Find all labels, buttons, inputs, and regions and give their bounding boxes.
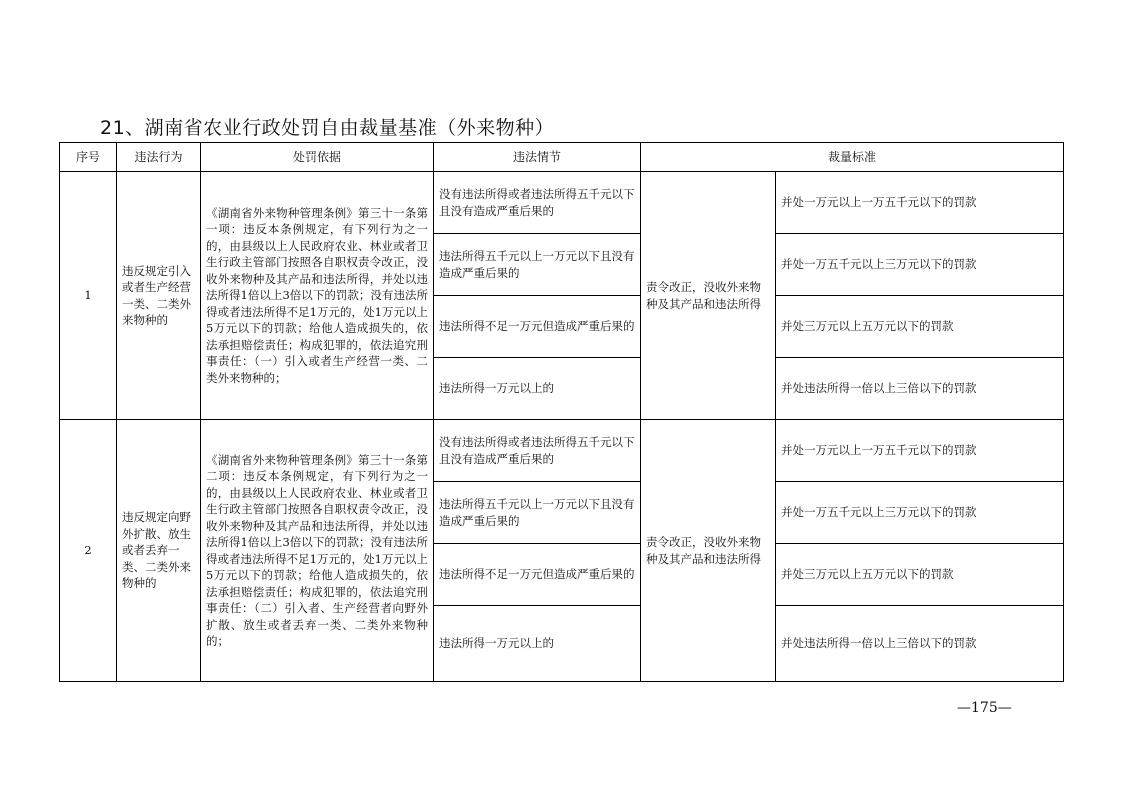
row-circumstance: 没有违法所得或者违法所得五千元以下且没有造成严重后果的 (434, 420, 641, 482)
header-seq: 序号 (60, 143, 117, 172)
row-circumstance: 违法所得五千元以上一万元以下且没有造成严重后果的 (434, 482, 641, 544)
row-circumstance: 违法所得不足一万元但造成严重后果的 (434, 544, 641, 606)
row-penalty: 并处违法所得一倍以上三倍以下的罚款 (776, 358, 1064, 420)
row-penalty: 并处三万元以上五万元以下的罚款 (776, 296, 1064, 358)
header-basis: 处罚依据 (201, 143, 434, 172)
row-circumstance: 违法所得一万元以上的 (434, 358, 641, 420)
row-circumstance: 违法所得五千元以上一万元以下且没有造成严重后果的 (434, 234, 641, 296)
row-act: 违反规定引入或者生产经营一类、二类外来物种的 (117, 172, 201, 420)
header-standard: 裁量标准 (641, 143, 1064, 172)
row-seq: 2 (60, 420, 117, 682)
row-common-measure: 责令改正，没收外来物种及其产品和违法所得 (641, 172, 776, 420)
row-seq: 1 (60, 172, 117, 420)
page-title: 21、湖南省农业行政处罚自由裁量基准（外来物种） (100, 117, 555, 139)
table-row (60, 420, 1064, 482)
row-circumstance: 违法所得不足一万元但造成严重后果的 (434, 296, 641, 358)
table-header-row (60, 143, 1064, 172)
row-common-measure: 责令改正，没收外来物种及其产品和违法所得 (641, 420, 776, 682)
header-circumstance: 违法情节 (434, 143, 641, 172)
header-act: 违法行为 (117, 143, 201, 172)
row-penalty: 并处违法所得一倍以上三倍以下的罚款 (776, 606, 1064, 682)
table-row (60, 172, 1064, 234)
row-penalty: 并处三万元以上五万元以下的罚款 (776, 544, 1064, 606)
row-basis: 《湖南省外来物种管理条例》第三十一条第一项：违反本条例规定，有下列行为之一的，由县级以上人民政府农业、林业或者卫生行政主管部门按照各自职权责令改正，没收外来物种及其产品和违法所得，并处以违法所得1倍以上3倍以下的罚款；没有违法所得或者违法所得不足1万元的，处1万元以上5万元以下的罚款；给他人造成损失的，依法承担赔偿责任；构成犯罪的，依法追究刑事责任：（一）引入或者生产经营一类、二类外来物种的； (201, 172, 434, 420)
penalty-standard-table (59, 142, 1064, 682)
row-basis: 《湖南省外来物种管理条例》第三十一条第二项：违反本条例规定，有下列行为之一的，由县级以上人民政府农业、林业或者卫生行政主管部门按照各自职权责令改正，没收外来物种及其产品和违法所得，并处以违法所得1倍以上3倍以下的罚款；没有违法所得或者违法所得不足1万元的，处1万元以上5万元以下的罚款；给他人造成损失的，依法承担赔偿责任；构成犯罪的，依法追究刑事责任：（二）引入者、生产经营者向野外扩散、放生或者丢弃一类、二类外来物种的； (201, 420, 434, 682)
row-penalty: 并处一万五千元以上三万元以下的罚款 (776, 234, 1064, 296)
row-penalty: 并处一万元以上一万五千元以下的罚款 (776, 172, 1064, 234)
row-circumstance: 违法所得一万元以上的 (434, 606, 641, 682)
row-circumstance: 没有违法所得或者违法所得五千元以下且没有造成严重后果的 (434, 172, 641, 234)
row-penalty: 并处一万元以上一万五千元以下的罚款 (776, 420, 1064, 482)
row-act: 违反规定向野外扩散、放生或者丢弃一类、二类外来物种的 (117, 420, 201, 682)
page-number: —175— (957, 700, 1012, 716)
row-penalty: 并处一万五千元以上三万元以下的罚款 (776, 482, 1064, 544)
